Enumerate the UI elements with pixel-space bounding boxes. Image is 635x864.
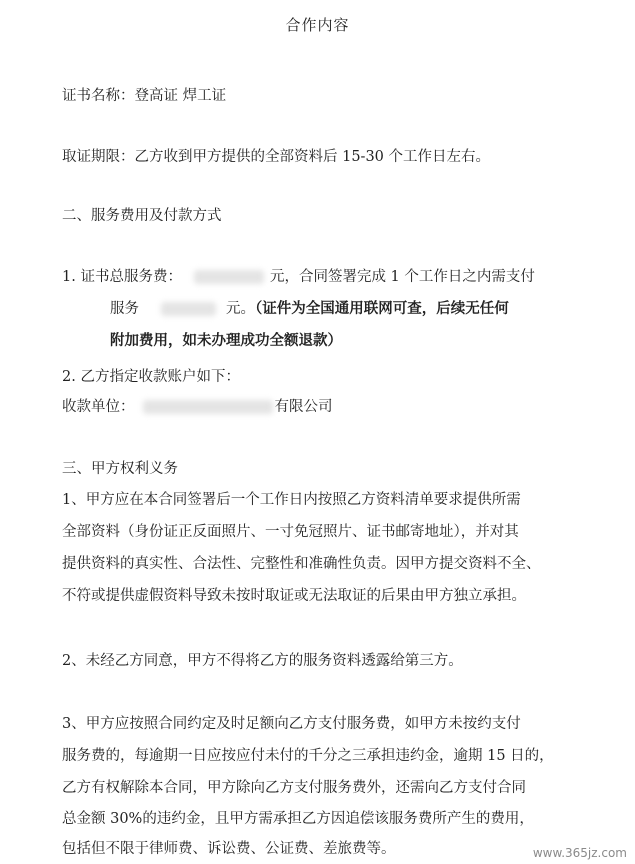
clause1-line: 提供资料的真实性、合法性、完整性和准确性负责。因甲方提交资料不全、	[62, 556, 541, 572]
fee-item1-text: 元，合同签署完成 1 个工作日之内需支付	[269, 269, 535, 285]
period-line	[62, 146, 490, 168]
fee-item1-yuan: 元。	[226, 301, 255, 317]
redacted-payee	[143, 400, 273, 414]
fee-note-line2: 附加费用，如未办理成功全额退款）	[110, 332, 342, 349]
fee-note-line1: （证件为全国通用联网可查，后续无任何	[255, 300, 509, 317]
cert-name-value: 登高证 焊工证	[134, 88, 227, 104]
clause1-line: 全部资料（身份证正反面照片、一寸免冠照片、证书邮寄地址），并对其	[62, 524, 519, 540]
cert-name-label: 证书名称：	[62, 88, 135, 104]
clause3-line: 乙方有权解除本合同，甲方除向乙方支付服务费外，还需向乙方支付合同	[62, 780, 526, 796]
fee-item2: 2. 乙方指定收款账户如下：	[62, 369, 240, 385]
site-watermark: www.365jz.com	[532, 846, 627, 860]
fee-item1-line	[62, 266, 535, 288]
period-label: 取证期限：	[62, 149, 135, 165]
section2-heading: 二、服务费用及付款方式	[62, 208, 222, 224]
payee-suffix: 有限公司	[274, 399, 333, 415]
payee-label: 收款单位：	[62, 399, 135, 415]
cert-name-line	[62, 85, 226, 107]
clause3-line: 服务费的，每逾期一日应按应付未付的千分之三承担违约金，逾期 15 日的，	[62, 748, 554, 764]
period-value: 乙方收到甲方提供的全部资料后 15-30 个工作日左右。	[134, 149, 491, 165]
clause1-line: 不符或提供虚假资料导致未按时取证或无法取证的后果由甲方独立承担。	[62, 588, 526, 604]
clause3-line: 3、甲方应按照合同约定及时足额向乙方支付服务费，如甲方未按约支付	[62, 716, 521, 732]
redacted-service-amount	[161, 302, 216, 316]
clause1-line: 1、甲方应在本合同签署后一个工作日内按照乙方资料清单要求提供所需	[62, 492, 521, 508]
payee-line	[62, 396, 333, 418]
clause3-line: 总金额 30%的违约金，且甲方需承担乙方因追偿该服务费所产生的费用，	[62, 811, 534, 827]
fee-item1-line2	[110, 298, 509, 320]
redacted-amount	[194, 270, 264, 284]
clause2: 2、未经乙方同意，甲方不得将乙方的服务资料透露给第三方。	[62, 653, 463, 669]
fee-item1-service: 服务	[110, 301, 139, 317]
fee-item1-label: 1. 证书总服务费：	[62, 269, 182, 285]
document-title: 合作内容	[285, 16, 350, 34]
section3-heading: 三、甲方权利义务	[62, 461, 178, 477]
clause3-line: 包括但不限于律师费、诉讼费、公证费、差旅费等。	[62, 841, 396, 857]
